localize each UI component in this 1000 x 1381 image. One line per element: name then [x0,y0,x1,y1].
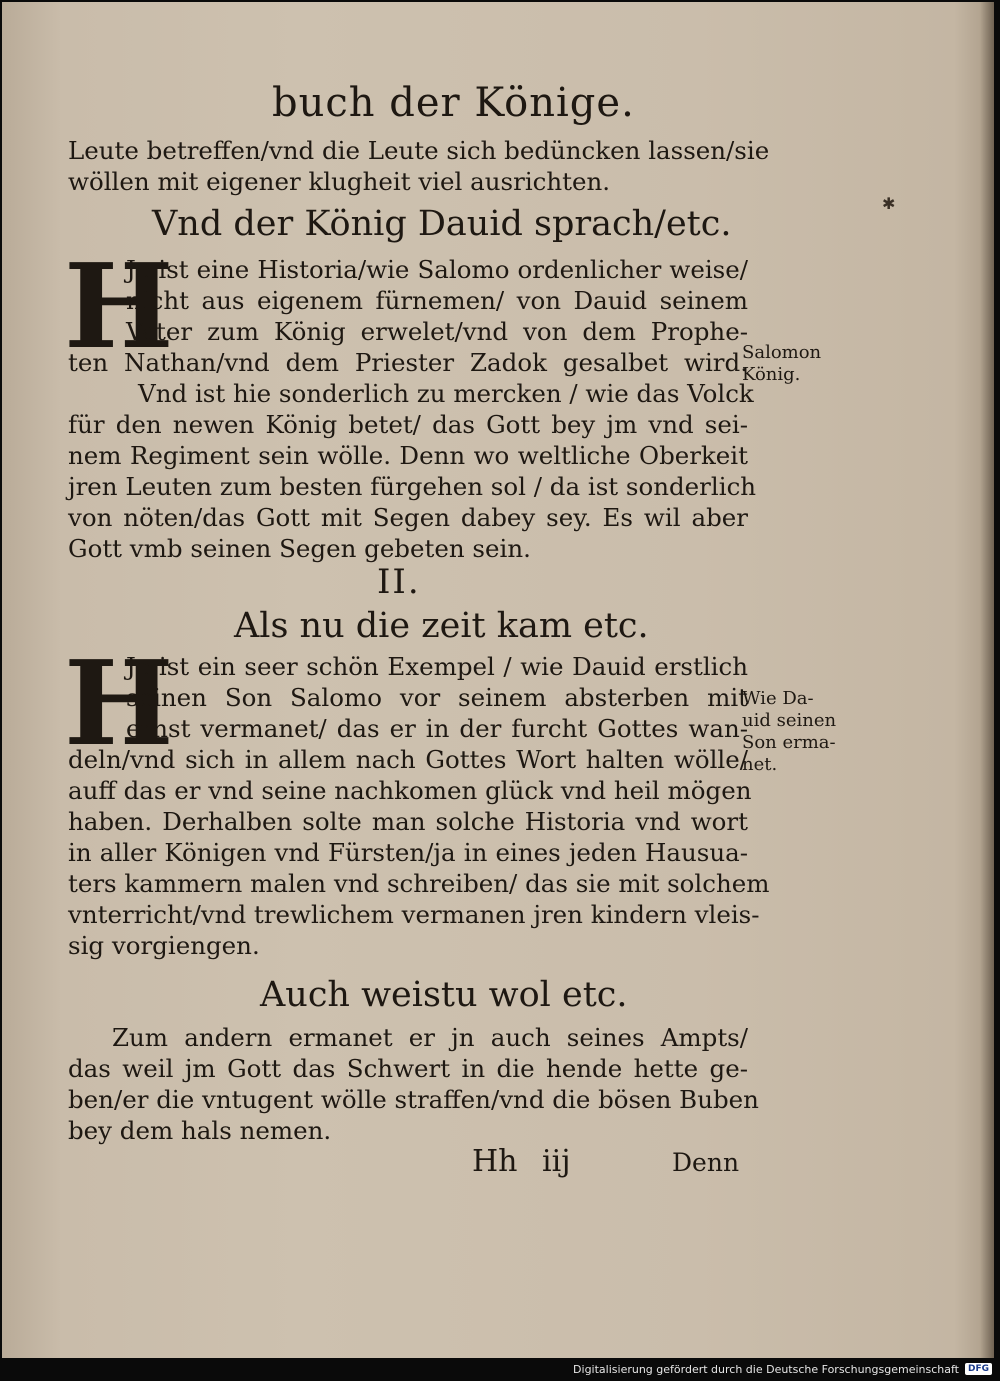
drop-cap-2: H [64,636,174,772]
section-2-paragraph [68,651,770,961]
text-line: sig vorgiengen. [68,931,260,960]
page-edge-shadow [980,2,994,1358]
section-1-paragraph [68,254,757,564]
text-line: Vater zum König erwelet/vnd von dem Prophe- [126,317,748,346]
margin-note-2 [742,688,852,776]
text-line: Gott vmb seinen Segen gebeten sein. [68,534,531,563]
text-line: in aller Königen vnd Fürsten/ja in eines jeden Hausua- [68,838,748,867]
text-line: jren Leuten zum besten fürgehen sol / da ist sonderlich [68,472,757,501]
text-line: von nöten/das Gott mit Segen dabey sey. Es wil aber [68,503,748,532]
text-line: Zum andern ermanet er jn auch seines Ampts/ [112,1023,748,1052]
text-line: Je ist ein seer schön Exempel / wie Dauid erstlich [126,652,748,681]
section-heading-3: Auch weistu wol etc. [260,975,628,1015]
margin-note-line: Son erma- [742,732,836,753]
section-numeral: II. [377,562,421,602]
quire-number: iij [542,1144,571,1179]
opening-paragraph [68,135,770,197]
running-head: buch der Könige. [272,80,635,126]
section-3-paragraph [68,1022,759,1146]
text-line: nicht aus eigenem fürnemen/ von Dauid seinem [126,286,748,315]
margin-note-line: net. [742,754,778,775]
text-line: Leute betreffen/vnd die Leute sich bedüncken lassen/sie [68,136,770,165]
text-line: deln/vnd sich in allem nach Gottes Wort halten wölle/ [68,745,748,774]
catchword: Denn [672,1148,740,1177]
text-line: seinen Son Salomo vor seinem absterben mit [126,683,748,712]
drop-cap-1: H [64,239,174,375]
text-line: ters kammern malen vnd schreiben/ das sie mit solchem [68,869,770,898]
text-line: das weil jm Gott das Schwert in die hende hette ge- [68,1054,748,1083]
dfg-logo-icon: DFG [965,1363,992,1375]
margin-note-line: König. [742,364,801,385]
text-line: auff das er vnd seine nachkomen glück vnd heil mögen [68,776,752,805]
text-line: nem Regiment sein wölle. Denn wo weltliche Oberkeit [68,441,748,470]
text-line: Vnd ist hie sonderlich zu mercken / wie das Volck [138,379,754,408]
margin-note-line: Salomon [742,342,822,363]
margin-note-1 [742,342,852,386]
ornament-mark: ✱ [882,194,896,213]
digitization-credit [573,1361,992,1377]
section-heading-1: Vnd der König Dauid sprach/etc. [152,204,732,244]
book-page [2,2,994,1358]
signature-mark: Hh [472,1144,518,1179]
text-line: ten Nathan/vnd dem Priester Zadok gesalbet wird. [68,348,748,377]
text-line: Je ist eine Historia/wie Salomo ordenlicher weise/ [126,255,748,284]
text-line: ernst vermanet/ das er in der furcht Gottes wan- [126,714,748,743]
text-line: vnterricht/vnd trewlichem vermanen jren kindern vleis- [68,900,760,929]
margin-note-line: Wie Da- [742,688,814,709]
margin-note-line: uid seinen [742,710,837,731]
text-line: für den newen König betet/ das Gott bey jm vnd sei- [68,410,748,439]
text-line: wöllen mit eigener klugheit viel ausrichten. [68,167,611,196]
credit-text: Digitalisierung gefördert durch die Deutsche Forschungsgemeinschaft [573,1362,959,1376]
text-line: ben/er die vntugent wölle straffen/vnd die bösen Buben [68,1085,759,1114]
text-line: haben. Derhalben solte man solche Historia vnd wort [68,807,748,836]
text-line: bey dem hals nemen. [68,1116,332,1145]
section-heading-2: Als nu die zeit kam etc. [234,606,649,646]
